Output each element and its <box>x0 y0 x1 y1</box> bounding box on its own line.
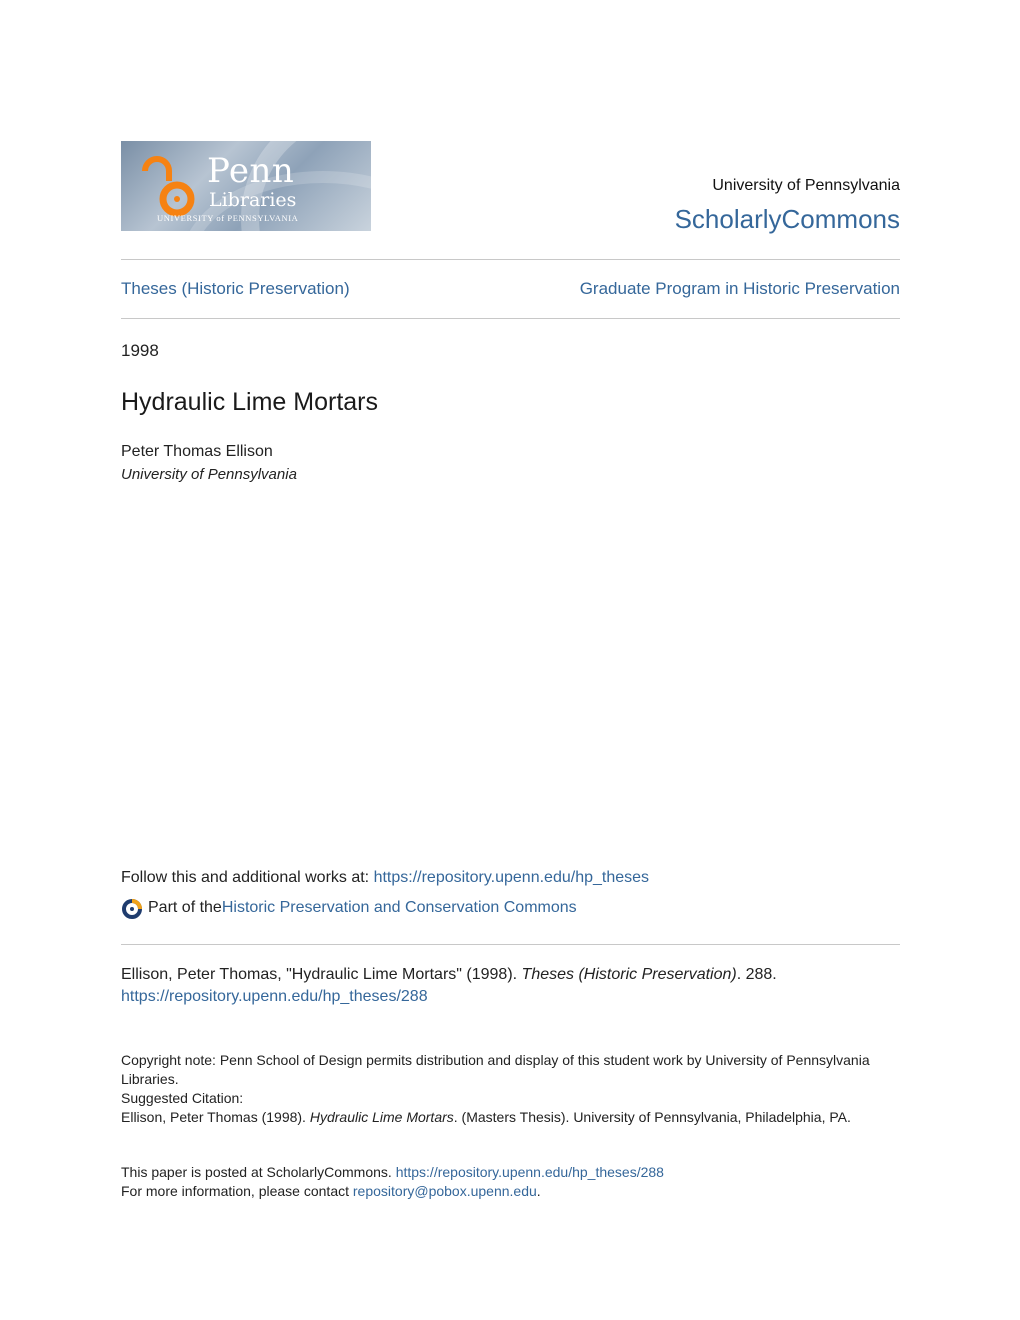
copyright-note: Copyright note: Penn School of Design permits distribution and display of this student work by University of Pennsylvania Libraries. <box>121 1052 870 1087</box>
suggested-suffix: . (Masters Thesis). University of Pennsylvania, Philadelphia, PA. <box>453 1109 851 1125</box>
logo-libraries-text: Libraries <box>209 189 297 211</box>
publication-year: 1998 <box>121 341 159 360</box>
posted-label: This paper is posted at ScholarlyCommons. <box>121 1164 396 1180</box>
divider <box>121 944 900 945</box>
commons-link[interactable]: Historic Preservation and Conservation Commons <box>221 899 577 916</box>
part-of-label: Part of the <box>148 899 222 916</box>
follow-url-link[interactable]: https://repository.upenn.edu/hp_theses <box>373 869 650 886</box>
program-link[interactable]: Graduate Program in Historic Preservation <box>579 279 900 298</box>
suggested-citation-label: Suggested Citation: <box>121 1090 244 1106</box>
citation-suffix: . 288. <box>736 966 777 983</box>
part-of-line <box>121 897 577 919</box>
series-link[interactable]: Theses (Historic Preservation) <box>121 279 350 298</box>
logo-university-text: UNIVERSITY of PENNSYLVANIA <box>157 213 299 223</box>
divider <box>121 318 900 319</box>
logo-penn-text: Penn <box>207 151 295 191</box>
posted-line <box>121 1163 664 1182</box>
contact-end: . <box>536 1183 541 1199</box>
suggested-citation <box>121 1108 881 1127</box>
contact-line <box>121 1182 664 1201</box>
author-name: Peter Thomas Ellison <box>121 443 273 460</box>
contact-label: For more information, please contact <box>121 1183 353 1199</box>
suggested-title: Hydraulic Lime Mortars <box>309 1109 454 1125</box>
follow-label: Follow this and additional works at: <box>121 869 374 886</box>
penn-libraries-logo <box>121 141 371 231</box>
bepress-commons-icon <box>121 897 143 919</box>
divider <box>121 259 900 260</box>
follow-line <box>121 869 649 887</box>
citation-prefix: Ellison, Peter Thomas, "Hydraulic Lime Mortars" (1998). <box>121 966 522 983</box>
citation-line <box>121 966 777 984</box>
contact-email-link[interactable]: repository@pobox.upenn.edu <box>352 1183 537 1199</box>
posted-block <box>121 1163 664 1201</box>
author-affiliation: University of Pennsylvania <box>121 466 297 483</box>
citation-url-link[interactable]: https://repository.upenn.edu/hp_theses/288 <box>121 988 428 1005</box>
copyright-block <box>121 1051 881 1127</box>
document-title: Hydraulic Lime Mortars <box>121 388 379 416</box>
suggested-prefix: Ellison, Peter Thomas (1998). <box>121 1109 310 1125</box>
institution-name: University of Pennsylvania <box>712 177 900 194</box>
posted-url-link[interactable]: https://repository.upenn.edu/hp_theses/288 <box>395 1164 664 1180</box>
citation-series: Theses (Historic Preservation) <box>521 966 737 983</box>
scholarlycommons-link[interactable]: ScholarlyCommons <box>674 204 900 234</box>
